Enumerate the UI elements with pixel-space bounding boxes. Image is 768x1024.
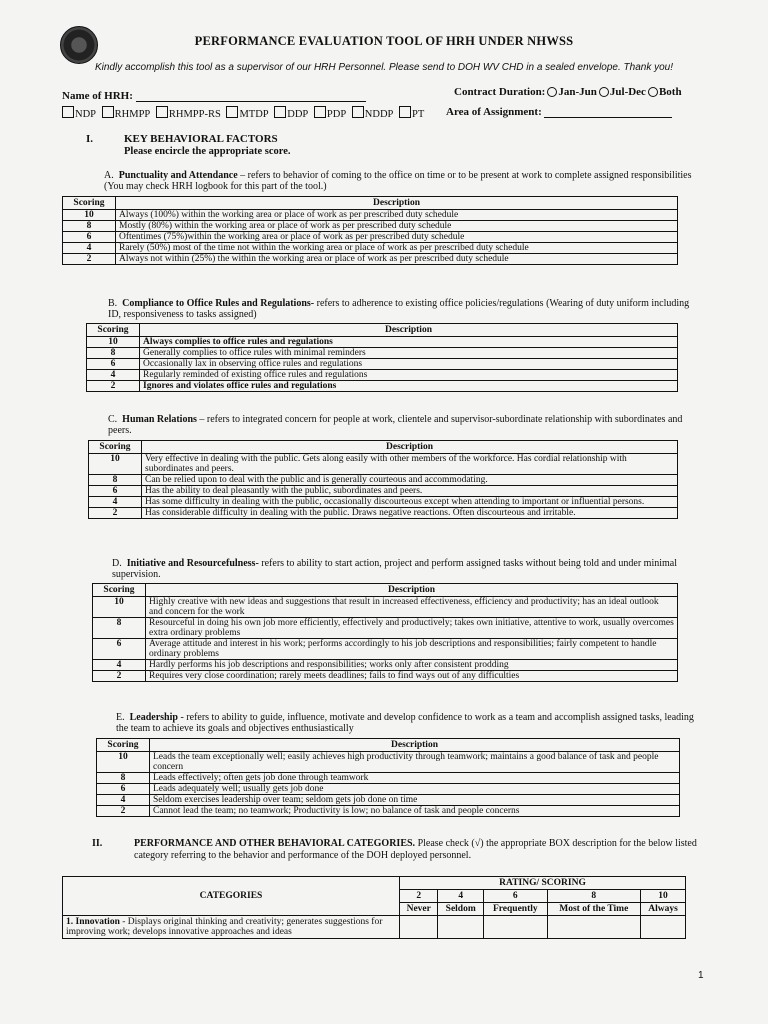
criterion-definition: refers to ability to guide, influence, motivate and develop confidence to work as a team and accomplish assigned tasks, leading the team to achieve its goals and objectives enthusiastically xyxy=(116,712,694,734)
table-row: 2 Requires very close coordination; rarely meets deadlines; fails to find ways out of any difficulties xyxy=(93,671,678,682)
assignment-row xyxy=(446,106,672,118)
criterion-c-table: Scoring Description 10 Very effective in dealing with the public. Gets along easily with other members of the workforce. Has cordial relationship with subordinates and peers. 8 Can be relied upon to deal with the public and is generally courteous and accommodating. 6 Has the ability to deal pleasantly with the public, subordinates and peers. 4 Has some difficulty in dealing with the public, occasionally discourteous except when attending to important or influential persons. 2 Has considerable difficulty in dealing with the public. Draws negative reactions. Often discourteous and irritable. xyxy=(88,440,678,519)
category-name: 1. Innovation xyxy=(66,917,120,927)
table-row: 4 Rarely (50%) most of the time not within the working area or place of work as per prescribed duty schedule xyxy=(63,243,678,254)
criterion-name: Initiative and Resourcefulness- xyxy=(126,558,259,569)
page-number: 1 xyxy=(698,970,704,981)
contract-option-both: Both xyxy=(658,86,682,98)
name-row xyxy=(62,90,366,102)
categories-header: CATEGORIES xyxy=(63,877,400,916)
criterion-d-table: Scoring Description 10 Highly creative with new ideas and suggestions that result in increased effectiveness, efficiency and productivity; has an ideal outlook and concern for the work 8 Resourceful in doing his own job more efficiently, effectively and productively; takes own initiative, attentive to work, usually overcomes extra ordinary problems 6 Average attitude and interest in his work; performs accordingly to his job descriptions and responsibilities; fairly competent to handle ordinary problems 4 Hardly performs his job descriptions and responsibilities; works only after consistent prodding 2 Requires very close coordination; rarely meets deadlines; fails to find ways out of any difficulties xyxy=(92,583,678,682)
rating-cell[interactable] xyxy=(438,916,484,939)
radio-icon[interactable] xyxy=(648,87,658,97)
criterion-b-text: B. Compliance to Office Rules and Regulations- refers to adherence to existing office policies/regulations (Wearing of duty uniform including ID, responsiveness to tasks assigned) xyxy=(108,298,690,320)
program-label: DDP xyxy=(287,109,309,120)
assignment-label: Area of Assignment: xyxy=(446,106,542,118)
section-2-instruction: Please check (√) the appropriate BOX description for the below listed category referring to the behavior and performance of the DOH deployed personnel. xyxy=(134,838,697,861)
table-row: 8 Generally complies to office rules with minimal reminders xyxy=(87,348,678,359)
contract-duration xyxy=(454,86,682,98)
section-2-title: PERFORMANCE AND OTHER BEHAVIORAL CATEGORIES. xyxy=(134,838,416,849)
checkbox-icon[interactable] xyxy=(62,106,74,118)
table-row: 8 Leads effectively; often gets job done through teamwork xyxy=(97,773,680,784)
section-2-heading: II. PERFORMANCE AND OTHER BEHAVIORAL CATEGORIES. Please check (√) the appropriate BOX description for the below listed category referring to the behavior and performance of the DOH deployed personnel. xyxy=(92,838,697,861)
checkbox-icon[interactable] xyxy=(226,106,238,118)
table-row: 8 Resourceful in doing his own job more efficiently, effectively and productively; takes own initiative, attentive to work, usually overcomes extra ordinary problems xyxy=(93,618,678,639)
table-row: 4 Has some difficulty in dealing with the public, occasionally discourteous except when attending to important or influential persons. xyxy=(89,497,678,508)
criterion-e-text: E. Leadership - refers to ability to guide, influence, motivate and develop confidence to work as a team and accomplish assigned tasks, leading the team to achieve its goals and objectives enthusiastically xyxy=(116,712,694,734)
table-row: 4 Hardly performs his job descriptions and responsibilities; works only after consistent prodding xyxy=(93,660,678,671)
rating-cell[interactable] xyxy=(641,916,686,939)
rating-cell[interactable] xyxy=(547,916,640,939)
criterion-a-table: Scoring Description 10 Always (100%) within the working area or place of work as per prescribed duty schedule 8 Mostly (80%) within the working area or place of work as per prescribed duty schedule 6 Oftentimes (75%)within the working area or place of work as per prescribed duty schedule 4 Rarely (50%) most of the time not within the working area or place of work as per prescribed duty schedule 2 Always not within (25%) the within the working area or place of work as per prescribed duty schedule xyxy=(62,196,678,265)
criterion-b-table: Scoring Description 10 Always complies to office rules and regulations 8 Generally complies to office rules with minimal reminders 6 Occasionally lax in observing office rules and regulations 4 Regularly reminded of existing office rules and regulations 2 Ignores and violates office rules and regulations xyxy=(86,323,678,392)
criterion-e-table: Scoring Description 10 Leads the team exceptionally well; easily achieves high productivity through teamwork; maintains a good balance of task and people concern 8 Leads effectively; often gets job done through teamwork 6 Leads adequately well; usually gets job done 4 Seldom exercises leadership over team; seldom gets job done on time 2 Cannot lead the team; no teamwork; Productivity is low; no balance of task and people concerns xyxy=(96,738,680,817)
table-row: 8 Can be relied upon to deal with the public and is generally courteous and accommodating. xyxy=(89,475,678,486)
table-row: 4 Seldom exercises leadership over team; seldom gets job done on time xyxy=(97,795,680,806)
program-checkboxes xyxy=(62,106,427,120)
radio-icon[interactable] xyxy=(599,87,609,97)
page-title: PERFORMANCE EVALUATION TOOL OF HRH UNDER NHWSS xyxy=(194,34,574,48)
program-label: NDDP xyxy=(364,109,394,120)
name-field[interactable] xyxy=(136,101,366,102)
contract-label: Contract Duration: xyxy=(454,86,546,98)
name-label: Name of HRH: xyxy=(62,90,133,102)
categories-table: CATEGORIES RATING/ SCORING 2 4 6 8 10 Never Seldom Frequently Most of the Time Always 1. Innovation - Displays original thinking and creativity; generates suggestions for improving work; develops innovative approaches and ideas xyxy=(62,876,686,939)
contract-option-jul-dec: Jul-Dec xyxy=(609,86,646,98)
criterion-d-text: D. Initiative and Resourcefulness- refers to ability to start action, project and perform assigned tasks without being told and under minimal supervision. xyxy=(112,558,678,580)
radio-icon[interactable] xyxy=(547,87,557,97)
checkbox-icon[interactable] xyxy=(352,106,364,118)
section-1-heading: I. KEY BEHAVIORAL FACTORS Please encircle the appropriate score. xyxy=(86,133,291,157)
table-row: 6 Average attitude and interest in his work; performs accordingly to his job descriptions and responsibilities; fairly competent to handle ordinary problems xyxy=(93,639,678,660)
table-row: 2 Has considerable difficulty in dealing with the public. Draws negative reactions. Often discourteous and irritable. xyxy=(89,508,678,519)
table-row xyxy=(63,916,686,939)
criterion-name: Human Relations xyxy=(122,414,197,425)
rating-header: RATING/ SCORING xyxy=(400,877,686,890)
program-label: PDP xyxy=(326,109,347,120)
criterion-name: Leadership xyxy=(129,712,178,723)
table-row: 8 Mostly (80%) within the working area or place of work as per prescribed duty schedule xyxy=(63,221,678,232)
checkbox-icon[interactable] xyxy=(399,106,411,118)
contract-option-jan-jun: Jan-Jun xyxy=(558,86,597,98)
rating-cell[interactable] xyxy=(400,916,438,939)
section-1-instruction: Please encircle the appropriate score. xyxy=(124,146,291,157)
criterion-name: Compliance to Office Rules and Regulations- xyxy=(122,298,315,309)
table-row: 10 Leads the team exceptionally well; easily achieves high productivity through teamwork; maintains a good balance of task and people concern xyxy=(97,752,680,773)
checkbox-icon[interactable] xyxy=(314,106,326,118)
program-label: NDP xyxy=(75,109,97,120)
table-row: 2 Cannot lead the team; no teamwork; Productivity is low; no balance of task and people concerns xyxy=(97,806,680,817)
criterion-definition: refers to ability to start action, project and perform assigned tasks without being told and under minimal supervision. xyxy=(112,558,678,580)
table-row: 6 Has the ability to deal pleasantly with the public, subordinates and peers. xyxy=(89,486,678,497)
program-label: MTDP xyxy=(239,109,269,120)
section-1-title: KEY BEHAVIORAL FACTORS xyxy=(124,133,278,145)
table-row: 6 Oftentimes (75%)within the working area or place of work as per prescribed duty schedule xyxy=(63,232,678,243)
table-row: 6 Occasionally lax in observing office rules and regulations xyxy=(87,359,678,370)
program-label: RHMPP-RS xyxy=(168,109,221,120)
table-row: 10 Very effective in dealing with the public. Gets along easily with other members of the workforce. Has cordial relationship with subordinates and peers. xyxy=(89,454,678,475)
program-label: PT xyxy=(412,109,425,120)
table-row: 2 Always not within (25%) the within the working area or place of work as per prescribed duty schedule xyxy=(63,254,678,265)
program-label: RHMPP xyxy=(114,109,151,120)
table-row: 4 Regularly reminded of existing office rules and regulations xyxy=(87,370,678,381)
checkbox-icon[interactable] xyxy=(274,106,286,118)
criterion-a-text: A. Punctuality and Attendance – refers to behavior of coming to the office on time or to be present at work to complete assigned responsibilities (You may check HRH logbook for this part of the tool.) xyxy=(104,170,692,192)
table-row: 2 Ignores and violates office rules and regulations xyxy=(87,381,678,392)
criterion-definition: refers to integrated concern for people at work, clientele and supervisor-subordinate relationship with subordinates and peers. xyxy=(108,414,683,436)
criterion-name: Punctuality and Attendance xyxy=(118,170,238,181)
checkbox-icon[interactable] xyxy=(156,106,168,118)
checkbox-icon[interactable] xyxy=(102,106,114,118)
criterion-definition: refers to adherence to existing office policies/regulations (Wearing of duty uniform including ID, responsiveness to tasks assigned) xyxy=(108,298,690,320)
criterion-c-text: C. Human Relations – refers to integrated concern for people at work, clientele and supervisor-subordinate relationship with subordinates and peers. xyxy=(108,414,683,436)
criterion-definition: refers to behavior of coming to the office on time or to be present at work to complete assigned responsibilities (You may check HRH logbook for this part of the tool.) xyxy=(104,170,692,192)
category-description: - Displays original thinking and creativity; generates suggestions for improving work; develops innovative approaches and ideas xyxy=(66,917,383,937)
table-row: 10 Always complies to office rules and regulations xyxy=(87,337,678,348)
table-row: 10 Highly creative with new ideas and suggestions that result in increased effectiveness, efficiency and productivity; has an ideal outlook and concern for the work xyxy=(93,597,678,618)
instructions-text: Kindly accomplish this tool as a supervisor of our HRH Personnel. Please send to DOH WV CHD in a sealed envelope. Thank you! xyxy=(94,62,674,73)
table-row: 10 Always (100%) within the working area or place of work as per prescribed duty schedule xyxy=(63,210,678,221)
assignment-field[interactable] xyxy=(544,117,672,118)
table-row: 6 Leads adequately well; usually gets job done xyxy=(97,784,680,795)
rating-cell[interactable] xyxy=(484,916,548,939)
